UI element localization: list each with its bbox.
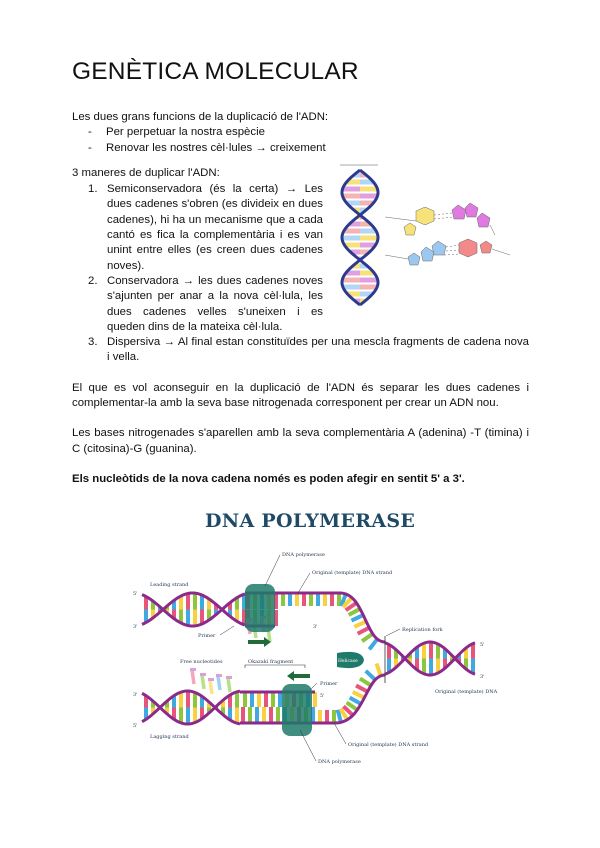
free-nucleotide [210,680,212,694]
free-nucleotide-phosphate [216,674,222,677]
free-nucleotide-phosphate [226,676,232,679]
list-item: Renovar les nostres cèl·lules → creixement [106,141,326,154]
base-bar [377,664,381,676]
label-5prime: 5' [133,723,138,729]
base-bar [356,686,368,692]
label-3prime: 3' [480,674,485,680]
dna-polymerase-bottom [282,684,312,736]
label-dna-polymerase: DNA polymerase [282,552,325,558]
label-original-dna: Original (template) DNA [435,689,498,695]
figure-title: DNA POLYMERASE [205,510,416,532]
label-okazaki-fragment: Okazaki fragment [248,659,294,665]
method-item [72,335,529,366]
free-nucleotide-phosphate [190,668,196,671]
bold-statement: Els nucleòtids de la nova cadena només es poden afegir en sentit 5' a 3'. [72,472,465,485]
base-bar [354,621,366,626]
base-bar [369,639,377,649]
diagram-labels [133,552,498,765]
label-dna-polymerase: DNA polymerase [318,759,361,765]
label-primer: Primer [198,633,216,639]
functions-list-item [72,141,529,156]
list-number: 1. [88,183,98,196]
list-item: Per perpetuar la nostra espècie [106,126,265,139]
label-3prime: 3' [133,692,138,698]
label-3prime: 3' [313,624,318,630]
base-bar [360,679,371,686]
method-item [72,182,323,274]
free-nucleotide [202,675,204,689]
base-bar [366,671,375,680]
bullet-dash: - [88,126,92,139]
arrow-left-icon [287,671,310,681]
page-title: GENÈTICA MOLECULAR [72,58,359,85]
method-dispersive: Dispersiva → Al final estan constituïdes per una mescla fragments de cadena nova i vella. [107,336,529,364]
free-nucleotide-phosphate [200,673,206,676]
label-5prime: 5' [320,693,325,699]
base-bar [349,609,360,615]
free-nucleotide [228,678,230,692]
dna-structure-image [330,155,530,315]
okazaki-bracket [245,665,305,668]
method-item [72,274,323,335]
label-3prime: 3' [133,624,138,630]
functions-intro: Les dues grans funcions de la duplicació de l'ADN: [72,111,329,123]
base-bar [358,628,370,634]
dna-polymerase-top [245,584,275,632]
list-number: 3. [88,336,98,349]
label-replication-fork: Replication fork [402,627,443,633]
label-primer: Primer [320,681,338,687]
label-template-strand: Original (template) DNA strand [348,742,429,748]
method-semiconservative: Semiconservadora (és la certa) → Les dues cadenes s'obren (es divideix en dues cadenes), hi ha un mecanisme que a cada cantó es fica la complementària i es van unint entre elles (es creen dues cadenes noves). [107,183,323,272]
base-bar [350,698,361,704]
base-bar [351,615,363,621]
paragraph-base-pairs: Les bases nitrogenades s'aparellen amb la seva complementària A (adenina) -T (timina) i C (citosina)-G (guanina). [72,427,529,455]
free-nucleotide [218,676,220,690]
paragraph-goal: El que es vol aconseguir en la duplicació de l'ADN és separar les dues cadenes i complementar-la amb la seva base nitrogenada corresponent per crear un ADN nou. [72,381,529,410]
backbone-strand [142,691,240,724]
free-nucleotide [192,670,194,684]
free-nucleotide-phosphate [208,678,214,681]
methods-intro: 3 maneres de duplicar l'ADN: [72,166,220,179]
label-free-nucleotides: Free nucleotides [180,659,223,665]
functions-list-item [72,125,529,140]
base-bar [362,634,373,641]
base-bar [353,692,365,698]
arrow-right-icon [248,637,271,647]
list-number: 2. [88,274,98,287]
helix-base-pairs [342,175,378,301]
label-helicase: Helicase [338,659,358,664]
nucleotide-structures [385,203,510,265]
label-5prime: 5' [480,642,485,648]
label-5prime: 5' [133,591,138,597]
method-conservative: Conservadora → les dues cadenes noves s'ajunten per anar a la nova cèl·lula, les dues cadenes velles s'uneixen i es queden dins de la mateixa cèl·lula. [107,274,323,333]
label-leading-strand: Leading strand [150,582,189,588]
backbone-strand [142,691,240,724]
bullet-dash: - [88,141,92,154]
label-lagging-strand: Lagging strand [150,734,189,740]
dna-polymerase-diagram [130,540,510,770]
label-template-strand: Original (template) DNA strand [312,570,393,576]
